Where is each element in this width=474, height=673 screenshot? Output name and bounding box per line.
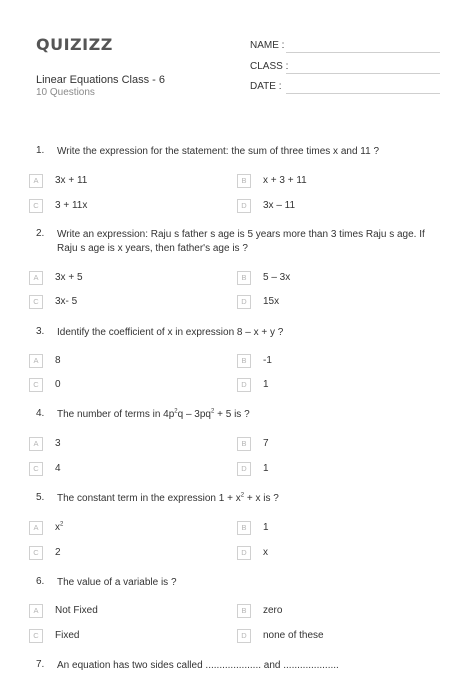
class-field[interactable] xyxy=(250,61,440,75)
worksheet-title: Linear Equations Class - 6 xyxy=(36,74,166,86)
option-letter: C xyxy=(29,378,43,392)
question-number: 6. xyxy=(36,576,45,587)
option-letter: D xyxy=(237,295,251,309)
option-text: 3 + 11x xyxy=(55,200,88,211)
option-letter: C xyxy=(29,629,43,643)
name-label: NAME : xyxy=(250,40,285,51)
option-text: Not Fixed xyxy=(55,605,98,616)
question-number: 1. xyxy=(36,145,45,156)
option-letter: A xyxy=(29,604,43,618)
question-text: The number of terms in $4p^2q - 3pq^2 + 5$ is ? xyxy=(57,408,250,420)
question-text: The value of a variable is ? xyxy=(57,577,177,588)
name-field[interactable] xyxy=(250,40,440,54)
option-letter: D xyxy=(237,462,251,476)
option-text: $x^2$ xyxy=(55,521,64,533)
question-count: 10 Questions xyxy=(36,87,95,98)
option-letter: C xyxy=(29,546,43,560)
question-text: The constant term in the expression $1 + x^2 + x$ is ? xyxy=(57,492,279,504)
date-label: DATE : xyxy=(250,81,282,92)
option-text: 1 xyxy=(263,522,269,533)
option-letter: C xyxy=(29,462,43,476)
option-letter: A xyxy=(29,174,43,188)
class-label: CLASS : xyxy=(250,61,289,72)
option-letter: B xyxy=(237,174,251,188)
option-letter: C xyxy=(29,199,43,213)
question-number: 3. xyxy=(36,326,45,337)
option-letter: B xyxy=(237,604,251,618)
date-field[interactable] xyxy=(250,81,440,95)
quizizz-logo: QUIZIZZ xyxy=(36,35,113,54)
option-text: 3x- 5 xyxy=(55,296,78,307)
option-letter: B xyxy=(237,354,251,368)
option-letter: A xyxy=(29,437,43,451)
name-line xyxy=(286,52,440,53)
option-text: none of these xyxy=(263,630,324,641)
option-text: 15x xyxy=(263,296,280,307)
option-text: 3 xyxy=(55,438,61,449)
question-text: Write the expression for the statement: the sum of three times x and 11 ? xyxy=(57,146,380,157)
option-text: 7 xyxy=(263,438,269,449)
option-text: Fixed xyxy=(55,630,80,641)
option-text: x xyxy=(263,547,268,558)
option-text: 5 – 3x xyxy=(263,272,291,283)
option-letter: A xyxy=(29,521,43,535)
question-number: 4. xyxy=(36,408,45,419)
class-line xyxy=(286,73,440,74)
question-number: 7. xyxy=(36,659,45,670)
option-letter: A xyxy=(29,354,43,368)
question-number: 5. xyxy=(36,492,45,503)
option-text: 8 xyxy=(55,355,61,366)
option-text: 4 xyxy=(55,463,61,474)
option-text: 3x + 5 xyxy=(55,272,83,283)
option-letter: A xyxy=(29,271,43,285)
option-text: -1 xyxy=(263,355,272,366)
option-text: 2 xyxy=(55,547,61,558)
option-letter: B xyxy=(237,271,251,285)
question-number: 2. xyxy=(36,228,45,239)
option-text: 1 xyxy=(263,379,269,390)
option-letter: D xyxy=(237,378,251,392)
option-text: 1 xyxy=(263,463,269,474)
question-text: Identify the coefficient of x in expression 8 – x + y ? xyxy=(57,327,284,338)
date-line xyxy=(286,93,440,94)
option-letter: B xyxy=(237,437,251,451)
option-text: zero xyxy=(263,605,283,616)
option-text: 3x – 11 xyxy=(263,200,296,211)
option-letter: C xyxy=(29,295,43,309)
option-letter: D xyxy=(237,199,251,213)
option-letter: D xyxy=(237,629,251,643)
option-text: 3x + 11 xyxy=(55,175,88,186)
option-text: x + 3 + 11 xyxy=(263,175,307,186)
option-letter: B xyxy=(237,521,251,535)
option-letter: D xyxy=(237,546,251,560)
option-text: 0 xyxy=(55,379,61,390)
question-text: An equation has two sides called .................... and .................... xyxy=(57,660,339,671)
worksheet-header xyxy=(0,0,474,120)
question-text: Write an expression: Raju s father s age is 5 years more than 3 times Raju s age. If Raju s age is x years, then father's age is ? xyxy=(57,229,425,254)
